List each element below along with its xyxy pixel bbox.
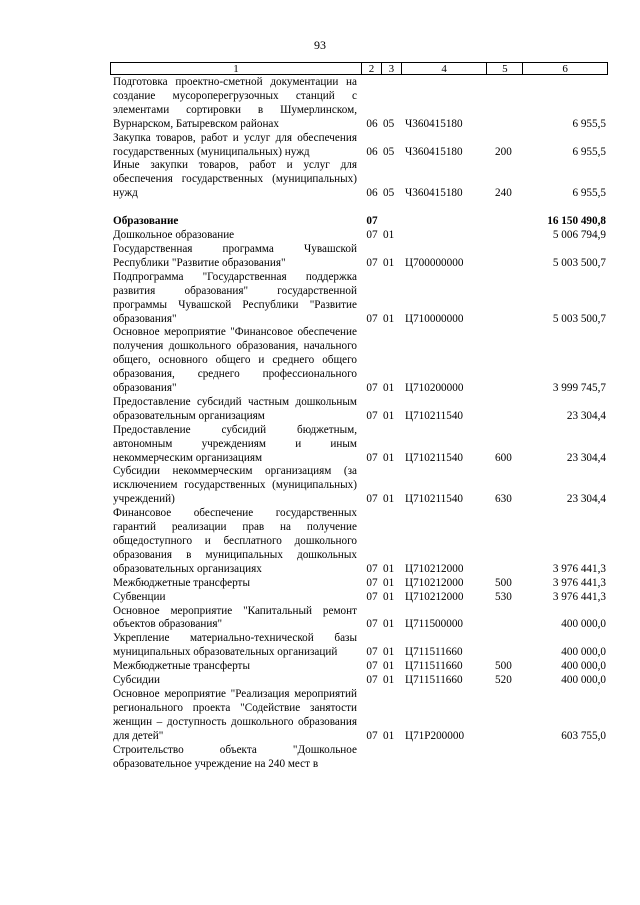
- row-amount: 603 755,0: [561, 729, 606, 742]
- row-amount: 23 304,4: [566, 409, 606, 422]
- row-section: 07: [366, 256, 378, 269]
- header-col-4: 4: [402, 63, 488, 74]
- row-text: Закупка товаров, работ и услуг для обеспечения государственных (муниципальных) нужд: [113, 131, 357, 158]
- row-target-code: Ц710211540: [405, 409, 464, 422]
- row-section: 06: [366, 117, 378, 130]
- row-target-code: Ц710211540: [405, 451, 464, 464]
- table-row: [113, 507, 606, 577]
- row-amount: 23 304,4: [566, 493, 606, 506]
- row-text: Государственная программа Чувашской Республики "Развитие образования": [113, 242, 357, 269]
- row-target-code: Ц71Р200000: [405, 729, 465, 742]
- table-row: [113, 605, 606, 633]
- row-amount: 3 976 441,3: [552, 590, 606, 603]
- row-expense-type: 500: [495, 660, 512, 673]
- row-target-code: Ч360415180: [405, 117, 463, 130]
- page-number: 93: [314, 38, 326, 52]
- row-text: Межбюджетные трансферты: [113, 576, 250, 589]
- row-text: Субвенции: [113, 590, 166, 603]
- row-section: 07: [366, 646, 378, 659]
- row-text: Субсидии: [113, 674, 160, 687]
- table-row: [113, 326, 606, 396]
- row-expense-type: 240: [495, 187, 512, 200]
- row-expense-type: 200: [495, 145, 512, 158]
- table-row: [113, 229, 606, 243]
- table-row: [113, 132, 606, 160]
- row-section: 07: [366, 215, 378, 228]
- row-text: Основное мероприятие "Финансовое обеспечение получения дошкольного образования, начального общего, основного общего и среднего общего образования, среднего профессионального образования": [113, 326, 357, 395]
- row-section: 07: [366, 312, 378, 325]
- row-target-code: Ц700000000: [405, 256, 464, 269]
- row-subsection: 05: [383, 117, 395, 130]
- row-target-code: Ц710212000: [405, 562, 464, 575]
- header-col-5: 5: [487, 63, 523, 74]
- row-text: Образование: [113, 215, 179, 228]
- row-target-code: Ц710000000: [405, 312, 464, 325]
- header-col-6: 6: [562, 63, 568, 75]
- table-row: [113, 465, 606, 507]
- row-section: 07: [366, 674, 378, 687]
- row-target-code: Ц710212000: [405, 576, 464, 589]
- table-row: [113, 159, 606, 201]
- row-section: 07: [366, 618, 378, 631]
- row-target-code: Ц711511660: [405, 660, 463, 673]
- row-text: Строительство объекта "Дошкольное образовательное учреждение на 240 мест в: [113, 743, 357, 770]
- row-subsection: 01: [383, 576, 395, 589]
- table-row: [113, 632, 606, 660]
- row-target-code: Ч360415180: [405, 145, 463, 158]
- row-subsection: 01: [383, 256, 395, 269]
- table-row: [113, 76, 606, 132]
- row-text: Финансовое обеспечение государственных гарантий реализации прав на получение общедоступного и бесплатного дошкольного образования в муниципальных дошкольных образовательных организациях: [113, 507, 357, 575]
- row-amount: 16 150 490,8: [547, 215, 606, 228]
- row-section: 07: [366, 562, 378, 575]
- row-text: Основное мероприятие "Капитальный ремонт объектов образования": [113, 604, 357, 631]
- row-section: 06: [366, 187, 378, 200]
- table-row: [113, 577, 606, 591]
- row-amount: 5 003 500,7: [552, 312, 606, 325]
- row-section: 07: [366, 660, 378, 673]
- table-row: [113, 688, 606, 744]
- row-amount: 3 999 745,7: [552, 382, 606, 395]
- header-col-1: 1: [111, 63, 362, 74]
- row-amount: 23 304,4: [566, 451, 606, 464]
- row-amount: 400 000,0: [561, 674, 606, 687]
- table-row: [113, 396, 606, 424]
- row-subsection: 01: [383, 646, 395, 659]
- row-text: Предоставление субсидий частным дошкольным образовательным организациям: [113, 395, 357, 422]
- row-amount: 3 976 441,3: [552, 576, 606, 589]
- row-text: Субсидии некоммерческим организациям (за исключением государственных (муниципальных) учреждений): [113, 465, 357, 506]
- row-section: 07: [366, 451, 378, 464]
- row-target-code: Ц710211540: [405, 493, 464, 506]
- row-text: Предоставление субсидий бюджетным, автономным учреждениям и иным некоммерческим организациям: [113, 423, 357, 464]
- row-text: Укрепление материально-технической базы муниципальных образовательных организаций: [113, 632, 357, 659]
- row-amount: 400 000,0: [561, 660, 606, 673]
- row-expense-type: 520: [495, 674, 512, 687]
- table-row: [113, 744, 606, 772]
- row-amount: 6 955,5: [572, 117, 606, 130]
- header-col-3: 3: [382, 63, 402, 74]
- table-row: [113, 271, 606, 327]
- row-subsection: 01: [383, 729, 395, 742]
- table-row: [113, 591, 606, 605]
- row-subsection: 01: [383, 382, 395, 395]
- row-section: 07: [366, 590, 378, 603]
- row-subsection: 01: [383, 451, 395, 464]
- row-amount: 5 006 794,9: [552, 229, 606, 242]
- row-expense-type: 600: [495, 451, 512, 464]
- row-subsection: 01: [383, 660, 395, 673]
- row-section: 07: [366, 409, 378, 422]
- table-row: [113, 243, 606, 271]
- row-amount: 6 955,5: [572, 187, 606, 200]
- row-subsection: 01: [383, 618, 395, 631]
- row-section: 07: [366, 382, 378, 395]
- row-expense-type: 530: [495, 590, 512, 603]
- row-target-code: Ч360415180: [405, 187, 463, 200]
- row-text: Подготовка проектно-сметной документации на создание мусороперегрузочных станций с элементами сортировки в Шумерлинском, Вурнарском, Батыревском районах: [113, 76, 357, 130]
- row-target-code: Ц711511660: [405, 646, 463, 659]
- row-expense-type: 500: [495, 576, 512, 589]
- table-row: [113, 674, 606, 688]
- row-target-code: Ц710200000: [405, 382, 464, 395]
- row-subsection: 01: [383, 312, 395, 325]
- row-section: 07: [366, 576, 378, 589]
- row-section: 07: [366, 229, 378, 242]
- row-subsection: 05: [383, 187, 395, 200]
- row-subsection: 01: [383, 493, 395, 506]
- table-header: [110, 62, 608, 75]
- row-target-code: Ц711500000: [405, 618, 464, 631]
- row-text: Иные закупки товаров, работ и услуг для обеспечения государственных (муниципальных) нужд: [113, 159, 357, 200]
- row-amount: 400 000,0: [561, 646, 606, 659]
- row-amount: 3 976 441,3: [552, 562, 606, 575]
- row-subsection: 01: [383, 409, 395, 422]
- row-target-code: Ц711511660: [405, 674, 463, 687]
- row-subsection: 05: [383, 145, 395, 158]
- row-text: Дошкольное образование: [113, 229, 235, 242]
- row-subsection: 01: [383, 562, 395, 575]
- row-subsection: 01: [383, 590, 395, 603]
- row-amount: 6 955,5: [572, 145, 606, 158]
- row-amount: 5 003 500,7: [552, 256, 606, 269]
- row-amount: 400 000,0: [561, 618, 606, 631]
- row-expense-type: 630: [495, 493, 512, 506]
- row-subsection: 01: [383, 229, 395, 242]
- row-section: 07: [366, 729, 378, 742]
- table-row: [113, 660, 606, 674]
- table-row: [113, 424, 606, 466]
- row-section: 06: [366, 145, 378, 158]
- table-row: [113, 215, 606, 229]
- row-text: Основное мероприятие "Реализация мероприятий регионального проекта "Содействие занятости женщин – доступность дошкольного образования для детей": [113, 687, 357, 742]
- row-target-code: Ц710212000: [405, 590, 464, 603]
- row-text: Межбюджетные трансферты: [113, 660, 250, 673]
- table-body: [113, 76, 606, 771]
- header-col-2: 2: [362, 63, 382, 74]
- row-text: Подпрограмма "Государственная поддержка развития образования" государственной программы Чувашской Республики "Развитие образования": [113, 270, 357, 325]
- row-section: 07: [366, 493, 378, 506]
- row-subsection: 01: [383, 674, 395, 687]
